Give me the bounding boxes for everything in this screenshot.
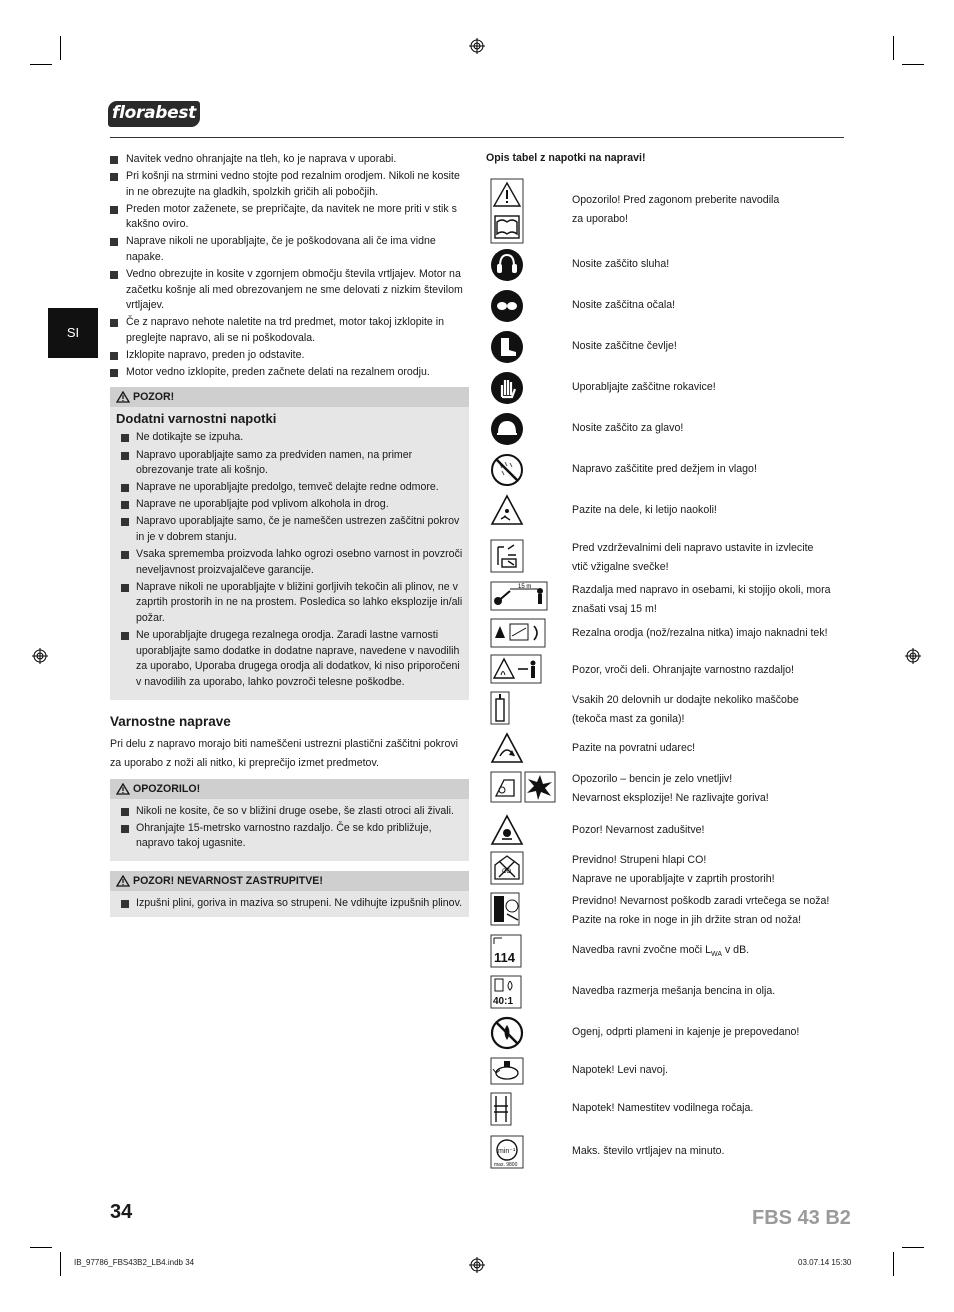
symbol-text: Opozorilo! Pred zagonom preberite navodila [572, 194, 780, 206]
fuel-explosion-icon [490, 770, 556, 809]
section-paragraph: Pri delu z napravo morajo biti nameščeni ustrezni plastični zaščitni pokrovi za uporabo z noži ali nitko, ki preprečijo izmet predmetov. [110, 737, 458, 769]
symbol-text: Pazite na povratni udarec! [572, 741, 696, 754]
symbol-row [486, 770, 846, 806]
symbol-text: za uporabo! [572, 213, 628, 225]
caution-header [110, 387, 469, 407]
symbol-text: vtič vžigalne svečke! [572, 561, 669, 573]
symbol-row [486, 248, 846, 282]
crop-mark [60, 1252, 61, 1276]
list-item: Izklopite napravo, preden jo odstavite. [110, 348, 469, 364]
spark-plug-icon [490, 539, 524, 578]
symbol-text: Nosite zaščitna očala! [572, 298, 676, 311]
symbol-description [572, 1061, 847, 1080]
list-item: Naprave nikoli ne uporabljajte, če je poškodovana ali če ima vidne napake. [110, 234, 469, 265]
symbol-row [486, 975, 846, 1009]
right-column [486, 152, 846, 1168]
symbol-description [572, 255, 847, 274]
symbol-description [572, 739, 847, 758]
list-item: Naprave ne uporabljajte predolgo, temveč delajte redne odmore. [116, 480, 463, 496]
symbol-text: Napotek! Levi navoj. [572, 1063, 668, 1076]
gloves-icon [490, 371, 524, 410]
poison-box [110, 871, 469, 917]
symbol-row [486, 1092, 846, 1126]
symbol-row [486, 654, 846, 688]
symbol-description [572, 770, 847, 808]
symbol-text: Napravo zaščitite pred dežjem in vlago! [572, 462, 757, 475]
fuel-mix-icon [490, 975, 522, 1014]
left-thread-icon [490, 1057, 524, 1090]
mix-ratio-label: 40:1 [493, 996, 514, 1007]
list-item: Ne uporabljajte drugega rezalnega orodja. Zaradi lastne varnosti uporabljajte samo dodatke in dodatne naprave, navedene v navodilih za uporabo, Uporaba drugega orodja ali dodatkov, ki niso priporočeni v navodilih za uporabo, lahko povzroči telesne poškodbe. [116, 628, 463, 690]
box-title: Dodatni varnostni napotki [116, 410, 277, 426]
symbol-text: Napotek! Namestitev vodilnega ročaja. [572, 1101, 754, 1114]
symbol-row [486, 412, 846, 446]
sharp-edges-icon [490, 618, 546, 653]
warning-manual-icon [490, 178, 524, 249]
list-item: Ne dotikajte se izpuha. [116, 430, 463, 446]
warning-box [110, 779, 469, 862]
list-item: Izpušni plini, goriva in maziva so strupeni. Ne vdihujte izpušnih plinov. [116, 896, 463, 912]
warning-label: OPOZORILO! [133, 782, 201, 795]
symbol-row [486, 494, 846, 528]
symbol-text: Pred vzdrževalnimi deli napravo ustavite in izvlecite [572, 542, 814, 554]
crop-mark [30, 1247, 52, 1248]
warning-list [110, 799, 469, 852]
rpm-unit-label: min⁻¹ [498, 1148, 516, 1155]
warning-header [110, 779, 469, 799]
additional-safety-list [110, 430, 469, 690]
symbol-row [486, 178, 846, 244]
handle-adjust-icon [490, 1092, 512, 1131]
symbol-text: Uporabljajte zaščitne rokavice! [572, 380, 716, 393]
registration-mark-icon [469, 38, 485, 54]
list-item: Napravo uporabljajte samo, če je nameščen ustrezen zaščitni pokrov in je v dobrem stanju. [116, 514, 463, 545]
symbol-description [572, 191, 847, 229]
symbol-text: Pazite na roke in noge in jih držite stran od noža! [572, 914, 802, 926]
svg-text:CO: CO [502, 869, 511, 875]
symbol-description [572, 691, 847, 729]
symbol-description [572, 624, 847, 643]
rpm-max-label: max. 9800 [494, 1162, 518, 1168]
symbol-description [572, 501, 847, 520]
symbol-text: Previdno! Nevarnost poškodb zaradi vrtečega se noža! [572, 895, 830, 907]
symbol-description [572, 419, 847, 438]
list-item: Če z napravo nehote naletite na trd predmet, motor takoj izklopite in preglejte napravo, ali se ni poškodovala. [110, 315, 469, 346]
symbol-description [572, 1099, 847, 1118]
symbol-description [572, 378, 847, 397]
list-item: Napravo uporabljajte samo za predviden namen, na primer obrezovanje trate ali košnjo. [116, 448, 463, 479]
symbol-text: znašati vsaj 15 m! [572, 603, 657, 615]
symbol-text: Pazite na dele, ki letijo naokoli! [572, 503, 717, 516]
language-tab: SI [48, 308, 98, 358]
symbol-description [572, 892, 847, 930]
symbol-description [572, 982, 847, 1001]
list-item: Pri košnji na strmini vedno stojte pod rezalnim orodjem. Nikoli ne kosite in ne obrezujte na gladkih, spolzkih gričih ali pobočjih. [110, 169, 469, 200]
print-slug-date: 03.07.14 15:30 [798, 1258, 852, 1267]
list-item: Navitek vedno ohranjajte na tleh, ko je naprava v uporabi. [110, 152, 469, 168]
suffocation-icon [490, 814, 524, 851]
kickback-icon [490, 732, 524, 769]
symbol-row [486, 732, 846, 766]
symbol-text: Navedba ravni zvočne moči L [572, 943, 711, 956]
crop-mark [60, 36, 61, 60]
distance-15m-icon [490, 581, 548, 616]
svg-text:15 m: 15 m [518, 584, 532, 590]
symbol-description [572, 581, 847, 619]
list-item: Naprave ne uporabljajte pod vplivom alkohola in drog. [116, 497, 463, 513]
crop-mark [902, 64, 924, 65]
safety-bullet-list [110, 152, 469, 381]
sound-level-label: 114 [494, 950, 515, 965]
list-item: Vedno obrezujte in kosite v zgornjem območju števila vrtljajev. Motor na začetku košnje ali med obrezovanjem ne sme delovati z nizkim številom vrtljajev. [110, 267, 469, 314]
list-item: Motor vedno izklopite, preden začnete delati na rezalnem orodju. [110, 365, 469, 381]
print-slug-file: IB_97786_FBS43B2_LB4.indb 34 [74, 1258, 195, 1267]
model-name: FBS 43 B2 [752, 1207, 851, 1229]
registration-mark-icon [32, 648, 48, 664]
header-rule [110, 137, 844, 138]
registration-mark-icon [469, 1257, 485, 1273]
symbol-text: Naprave ne uporabljajte v zaprtih prostorih! [572, 873, 775, 885]
symbol-description [572, 851, 847, 889]
symbol-row [486, 371, 846, 405]
symbol-text: (tekoča mast za gonila)! [572, 713, 685, 725]
poison-list [110, 891, 469, 912]
symbol-row [486, 289, 846, 323]
symbol-text: Razdalja med napravo in osebami, ki stojijo okoli, mora [572, 584, 831, 596]
symbol-text: Opozorilo – bencin je zelo vnetljiv! [572, 773, 733, 785]
max-rpm-icon [490, 1135, 524, 1174]
list-item: Preden motor zaženete, se prepričajte, da navitek ne more priti v stik s kakšno oviro. [110, 202, 469, 233]
symbol-description [572, 1023, 847, 1042]
symbol-row [486, 618, 846, 650]
symbol-row [486, 892, 846, 926]
symbol-description [572, 296, 847, 315]
flying-parts-icon [490, 494, 524, 531]
symbol-description [572, 661, 847, 680]
symbol-row [486, 814, 846, 848]
goggles-icon [490, 289, 524, 328]
symbol-row [486, 934, 846, 968]
symbol-subscript: WA [710, 950, 722, 958]
symbol-text: Previdno! Strupeni hlapi CO! [572, 854, 707, 866]
symbol-row [486, 1057, 846, 1085]
symbol-text: Nevarnost eksplozije! Ne razlivajte goriva! [572, 792, 769, 804]
symbol-row [486, 851, 846, 885]
symbol-row [486, 581, 846, 615]
symbol-text: Maks. število vrtljajev na minuto. [572, 1144, 725, 1157]
list-item: Nikoli ne kosite, če so v bližini druge osebe, še zlasti otroci ali živali. [116, 804, 463, 820]
left-column [110, 152, 469, 917]
ear-protection-icon [490, 248, 524, 287]
caution-label: POZOR! [133, 390, 175, 403]
symbol-row [486, 1016, 846, 1050]
poison-header [110, 871, 469, 891]
symbol-row [486, 539, 846, 573]
symbol-text: Rezalna orodja (nož/rezalna nitka) imajo naknadni tek! [572, 626, 828, 639]
helmet-icon [490, 412, 524, 451]
symbol-description [572, 539, 847, 577]
boots-icon [490, 330, 524, 369]
brand-logo: florabest [108, 101, 200, 127]
symbol-row [486, 330, 846, 364]
registration-mark-icon [905, 648, 921, 664]
symbols-title: Opis tabel z napotki na napravi! [486, 152, 646, 164]
symbol-text: v dB. [722, 943, 750, 956]
warning-triangle-icon [116, 783, 130, 795]
symbol-text: Ogenj, odprti plameni in kajenje je prepovedano! [572, 1025, 800, 1038]
symbol-text: Nosite zaščito sluha! [572, 257, 670, 270]
symbol-text: Nosite zaščitne čevlje! [572, 339, 677, 352]
symbol-description [572, 941, 847, 964]
symbol-row [486, 691, 846, 725]
symbol-description [572, 460, 847, 479]
symbol-text: Pozor! Nevarnost zadušitve! [572, 823, 705, 836]
crop-mark [893, 1252, 894, 1276]
hot-parts-icon [490, 654, 542, 689]
crop-mark [893, 36, 894, 60]
sound-power-icon [490, 934, 522, 973]
symbol-row [486, 1135, 846, 1169]
symbol-text: Vsakih 20 delovnih ur dodajte nekoliko maščobe [572, 694, 799, 706]
symbol-row [486, 453, 846, 487]
crop-mark [902, 1247, 924, 1248]
list-item: Naprave nikoli ne uporabljajte v bližini gorljivih tekočin ali plinov, ne v zaprtih prostorih in ne na prostem. Posledica so lahko eksplozije in/ali požar. [116, 580, 463, 627]
list-item: Vsaka sprememba proizvoda lahko ogrozi osebno varnost in povzroči neveljavnost proizvajalčeve garancije. [116, 547, 463, 578]
page-number: 34 [110, 1201, 133, 1223]
symbol-text: Nosite zaščito za glavo! [572, 421, 684, 434]
warning-triangle-icon [116, 875, 130, 887]
grease-gun-icon [490, 691, 510, 730]
symbol-description [572, 1142, 847, 1161]
no-fire-icon [490, 1016, 524, 1055]
symbol-text: Pozor, vroči deli. Ohranjajte varnostno razdaljo! [572, 663, 794, 676]
co-fumes-icon [490, 851, 524, 890]
symbol-description [572, 337, 847, 356]
section-heading: Varnostne naprave [110, 713, 231, 729]
caution-box [110, 387, 469, 700]
rotating-blade-icon [490, 892, 520, 931]
symbol-description [572, 821, 847, 840]
poison-label: POZOR! NEVARNOST ZASTRUPITVE! [133, 875, 323, 888]
symbol-text: Navedba razmerja mešanja bencina in olja. [572, 984, 776, 997]
crop-mark [30, 64, 52, 65]
warning-triangle-icon [116, 391, 130, 403]
list-item: Ohranjajte 15-metrsko varnostno razdaljo. Če se kdo približuje, napravo takoj ugasnite. [116, 821, 463, 852]
no-rain-icon [490, 453, 524, 492]
